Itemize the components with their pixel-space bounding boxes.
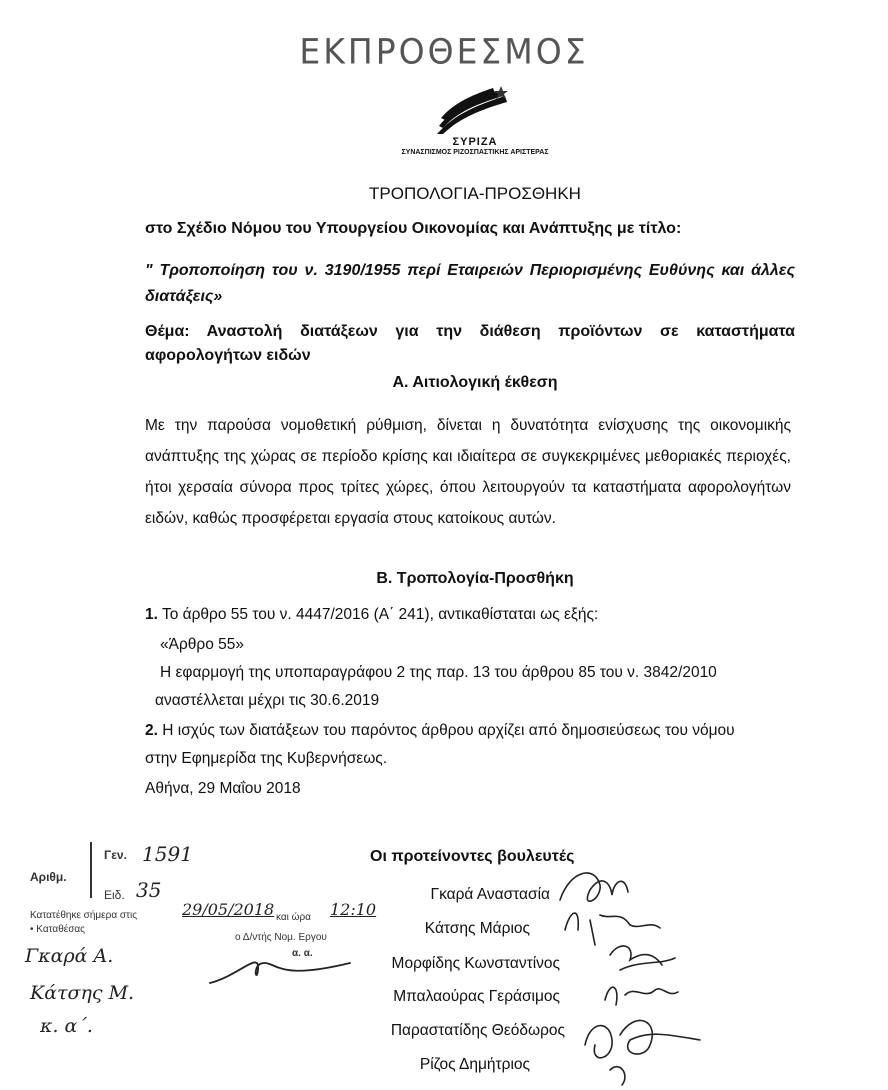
hand-note-3: κ. α΄. (40, 1015, 93, 1037)
article-line-1: Η εφαρμογή της υποπαραγράφου 2 της παρ. 13 του άρθρου 85 του ν. 3842/2010 (160, 664, 717, 681)
signer-2: Κάτσης Μάριος (424, 920, 530, 937)
signer-4: Μπαλαούρας Γεράσιμος (393, 988, 560, 1005)
section-a-text: Με την παρούσα νομοθετική ρύθμιση, δίνεται η δυνατότητα ενίσχυσης της οικονομικής ανάπτυξης της χώρας σε περίοδο κρίσης και ιδιαίτερα σε συγκεκριμένες μεθοριακές περιοχές, ήτοι χερσαία σύνορα προς τρίτες χώρες, όπου λειτουργούν τα καταστήματα αφορολογήτων ειδών, καθώς προσφέρεται εργασία στους κατοίκους αυτών. (145, 417, 791, 527)
section-a-title: Α. Αιτιολογική έκθεση (392, 374, 558, 391)
submitters-label: • Καταθέσας (30, 924, 85, 935)
initials: α. α. (292, 948, 313, 959)
bill-title: " Τροποποίηση του ν. 3190/1955 περί Εταιρειών Περιορισμένης Ευθύνης και άλλες διατάξεις» (145, 262, 795, 305)
signatures (550, 860, 880, 1088)
signer-5: Παραστατίδης Θεόδωρος (390, 1022, 565, 1039)
logo-subtitle: ΣΥΝΑΣΠΙΣΜΟΣ ΡΙΖΟΣΠΑΣΤΙΚΗΣ ΑΡΙΣΤΕΡΑΣ (401, 149, 549, 156)
item-1-number: 1. (145, 606, 158, 623)
theme: Θέμα: Αναστολή διατάξεων για την διάθεση προϊόντων σε καταστήματα αφορολογήτων ειδών (145, 323, 795, 364)
hand-note-1: Γκαρά Α. (25, 945, 114, 967)
item-1 (145, 606, 598, 624)
article-label: «Άρθρο 55» (160, 636, 245, 653)
party-logo (370, 86, 580, 166)
signer-3: Μορφίδης Κωνσταντίνος (391, 955, 560, 972)
place-date: Αθήνα, 29 Μαΐου 2018 (145, 780, 301, 797)
item-1-text: Το άρθρο 55 του ν. 4447/2016 (Α΄ 241), αντικαθίσταται ως εξής: (157, 606, 599, 623)
signer-6: Ρίζος Δημήτριος (419, 1056, 530, 1073)
article-line-2: αναστέλλεται μέχρι τις 30.6.2019 (155, 692, 380, 709)
eid-number: 35 (136, 878, 162, 902)
deadline-stamp: ΕΚΠΡΟΘΕΣΜΟΣ (299, 31, 589, 72)
signers-heading: Οι προτείνοντες βουλευτές (370, 848, 575, 865)
flag-logo-icon (435, 86, 515, 136)
director-label: ο Δ/ντής Νομ. Εργου (235, 932, 327, 943)
item-2-text: Η ισχύς των διατάξεων του παρόντος άρθρου αρχίζει από δημοσιεύσεως του νόμου (157, 722, 735, 739)
time-label: και ώρα (276, 912, 311, 923)
filed-time: 12:10 (330, 900, 377, 919)
filed-date: 29/05/2018 (182, 900, 275, 919)
eid-label: Ειδ. (104, 888, 125, 902)
document-type: ΤΡΟΠΟΛΟΓΙΑ-ΠΡΟΣΘΗΚΗ (369, 184, 581, 203)
director-signature (200, 945, 370, 995)
filed-label: Κατατέθηκε σήμερα στις (30, 910, 138, 921)
item-2 (145, 722, 735, 740)
section-b-title: Β. Τροπολογία-Προσθήκη (376, 570, 574, 587)
hand-note-2: Κάτσης Μ. (30, 982, 135, 1004)
item-2-line-2: στην Εφημερίδα της Κυβερνήσεως. (145, 750, 388, 767)
signer-1: Γκαρά Αναστασία (430, 886, 550, 903)
arith-label: Αριθμ. (30, 870, 67, 884)
bill-line: στο Σχέδιο Νόμου του Υπουργείου Οικονομίας και Ανάπτυξης με τίτλο: (145, 220, 682, 237)
stamp-divider (90, 842, 92, 898)
logo-name: ΣΥΡΙΖΑ (452, 136, 498, 148)
gen-label: Γεν. (104, 848, 127, 862)
item-2-number: 2. (145, 722, 158, 739)
gen-number: 1591 (142, 842, 193, 866)
